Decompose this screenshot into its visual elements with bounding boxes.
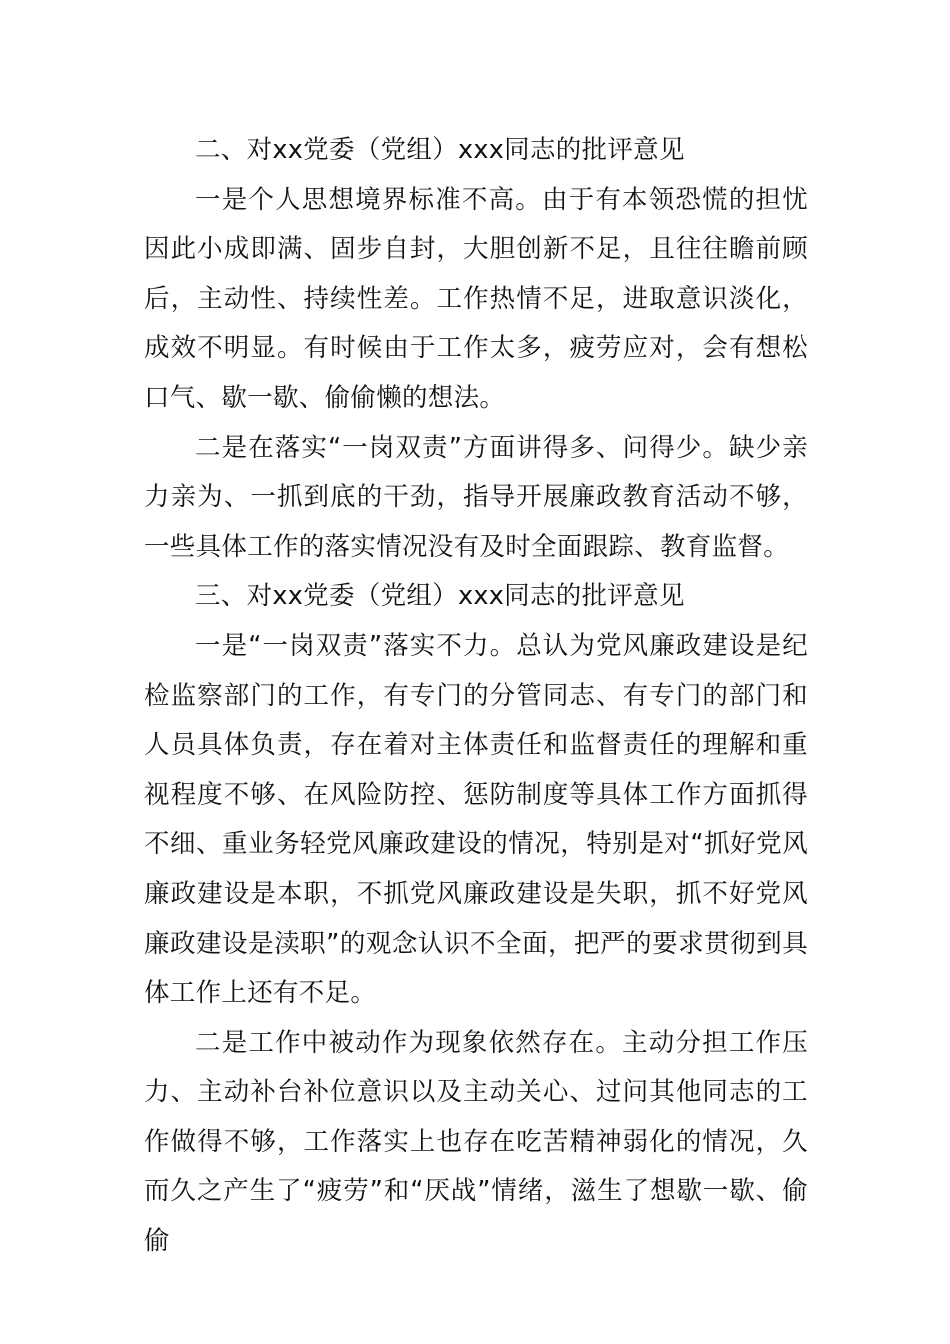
paragraph: 二是工作中被动作为现象依然存在。主动分担工作压力、主动补台补位意识以及主动关心、过问其他同志的工作做得不够，工作落实上也存在吃苦精神弱化的情况，久而久之产生了“疲劳”和“厌战”情绪，滋生了想歇一歇、偷偷 xyxy=(144,1027,808,1257)
section-heading-2: 二、对xx党委（党组）xxx同志的批评意见 xyxy=(195,135,685,165)
section-heading-3: 三、对xx党委（党组）xxx同志的批评意见 xyxy=(195,581,685,612)
paragraph: 一是“一岗双责”落实不力。总认为党风廉政建设是纪检监察部门的工作，有专门的分管同志、有专门的部门和人员具体负责，存在着对主体责任和监督责任的理解和重视程度不够、在风险防控、惩防制度等具体工作方面抓得不细、重业务轻党风廉政建设的情况，特别是对“抓好党风廉政建设是本职，不抓党风廉政建设是失职，抓不好党风廉政建设是渎职”的观念认识不全面，把严的要求贯彻到具体工作上还有不足。 xyxy=(144,630,808,1009)
paragraph: 二是在落实“一岗双责”方面讲得多、问得少。缺少亲力亲为、一抓到底的干劲，指导开展廉政教育活动不够，一些具体工作的落实情况没有及时全面跟踪、教育监督。 xyxy=(144,432,808,562)
document-body xyxy=(144,126,808,1267)
paragraph: 一是个人思想境界标准不高。由于有本领恐慌的担忧因此小成即满、固步自封，大胆创新不足，且往往瞻前顾后，主动性、持续性差。工作热情不足，进取意识淡化，成效不明显。有时候由于工作太多，疲劳应对，会有想松口气、歇一歇、偷偷懒的想法。 xyxy=(144,184,808,413)
